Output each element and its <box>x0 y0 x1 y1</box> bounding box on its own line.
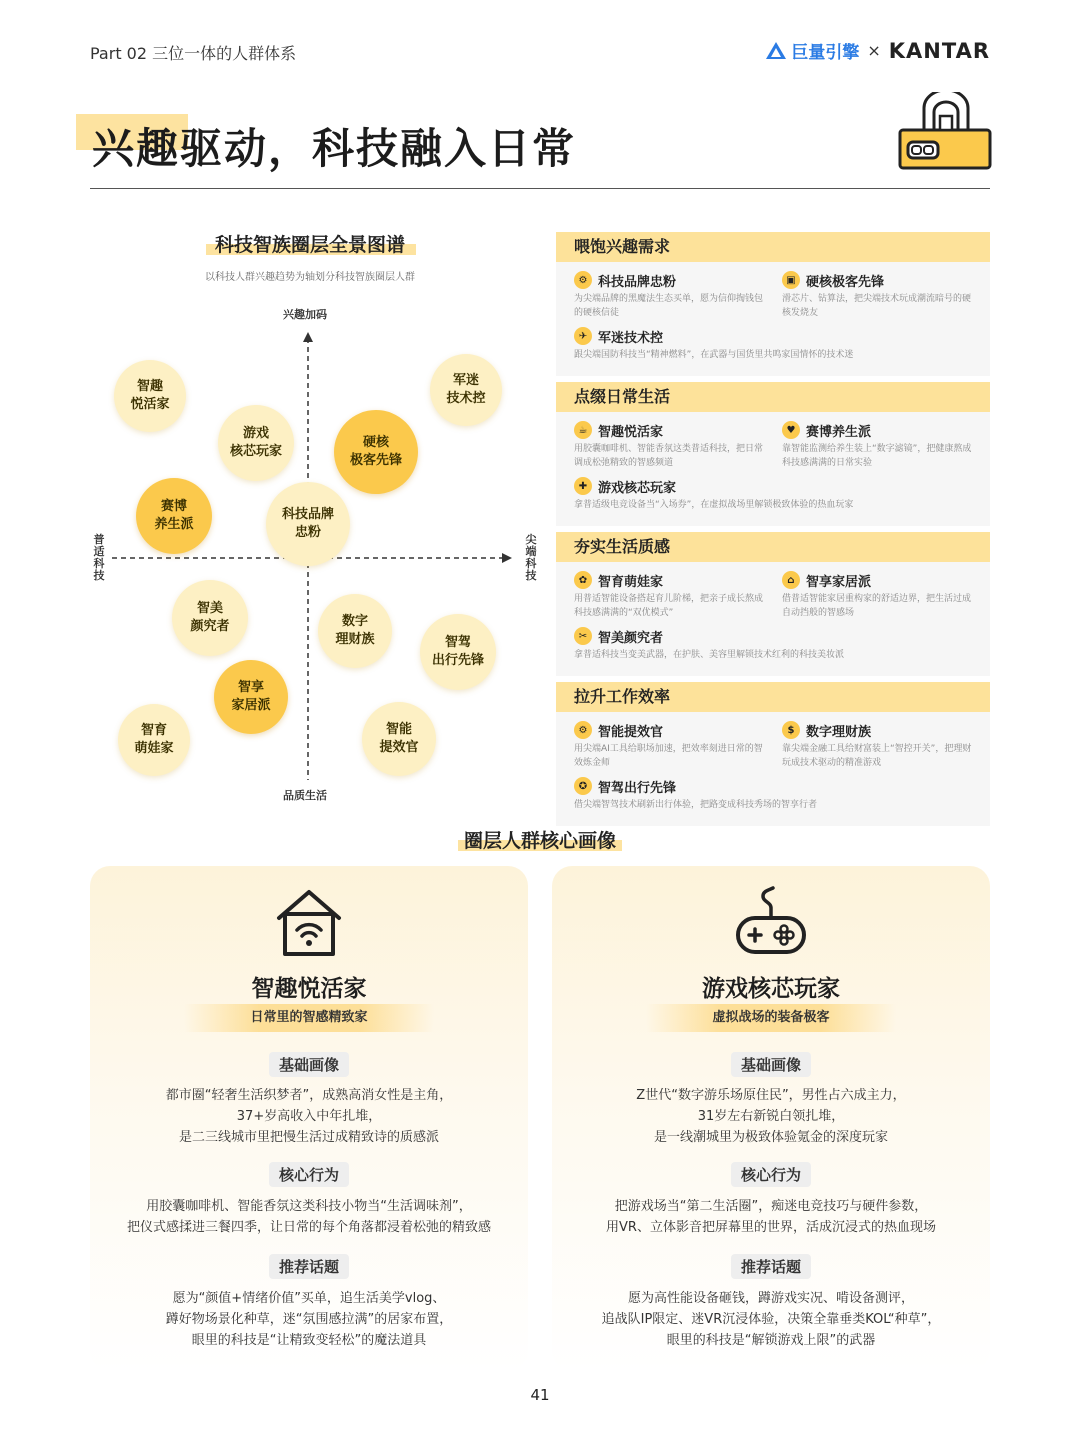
bubble-line: 智美 <box>196 601 223 616</box>
axis-left-char: 技 <box>93 569 105 582</box>
persona-card-youxi <box>552 866 990 1371</box>
recommended-topics-text <box>90 1288 528 1351</box>
axis-bottom-label: 品质生活 <box>283 789 327 802</box>
text-line: 把仪式感揉进三餐四季，让日常的每个角落都浸着松弛的精致感 <box>126 1220 491 1235</box>
beauty-icon: ✂ <box>574 627 592 645</box>
text-line: 37+岁高收入中年扎堆， <box>236 1109 382 1124</box>
panel-item-wide <box>574 626 976 662</box>
panel-item-title <box>574 720 768 740</box>
bubble-zhiyu <box>118 704 190 776</box>
page-number: 41 <box>530 1386 550 1404</box>
bubble-text <box>230 425 282 461</box>
juliang-mark-icon <box>765 41 787 61</box>
bubble-zhineng <box>362 702 436 776</box>
panel-item-desc: 滑芯片、钻算法，把尖端技术玩成潮流暗号的硬核发烧友 <box>782 294 972 318</box>
core-behavior-text <box>90 1196 528 1238</box>
tech-device-icon <box>896 92 992 172</box>
chip-icon: ▣ <box>782 271 800 289</box>
panel-item-desc: 用尖端AI工具给职场加速，把效率刻进日常的智效炼金师 <box>574 744 763 768</box>
bubble-line: 军迷 <box>452 373 479 388</box>
panel-item-name: 数字理财族 <box>806 724 872 740</box>
panel-item <box>574 570 768 620</box>
panel-item-name: 智美颜究者 <box>598 630 664 646</box>
text-line: 用VR、立体影音把屏幕里的世界，活成沉浸式的热血现场 <box>606 1220 936 1235</box>
bubble-zhimei <box>172 580 248 656</box>
text-line: 用胶囊咖啡机、智能香氛这类科技小物当“生活调味剂”， <box>146 1199 472 1214</box>
bubble-line: 智能 <box>385 722 412 737</box>
bubble-line: 核芯玩家 <box>229 444 282 459</box>
panel-item-name: 智育萌娃家 <box>598 574 664 590</box>
persona-name: 智趣悦活家 <box>251 976 367 1002</box>
bubble-line: 游戏 <box>242 426 269 441</box>
panel-item-desc: 用胶囊咖啡机、智能香氛这类普适科技，把日常调成松弛精致的智感频道 <box>574 444 764 468</box>
panel-item-name: 智享家居派 <box>806 574 872 590</box>
panel-body <box>556 712 990 826</box>
bubble-pinpai <box>266 482 350 566</box>
map-subtitle: 以科技人群兴趣趋势为轴划分科技智族圈层人群 <box>205 272 415 283</box>
axis-right-label <box>524 534 538 582</box>
gamepad-icon: ✚ <box>574 477 592 495</box>
bubble-line: 忠粉 <box>294 525 321 540</box>
bubble-line: 赛博 <box>160 499 187 514</box>
bubble-line: 数字 <box>341 614 368 629</box>
finance-icon: $ <box>782 721 800 739</box>
bubble-text <box>282 506 334 542</box>
panel-item-name: 军迷技术控 <box>598 330 664 346</box>
core-behavior-label: 核心行为 <box>731 1162 811 1187</box>
bubble-text <box>335 613 374 649</box>
persona-card-zhiqu <box>90 866 528 1371</box>
axis-right-char: 科 <box>525 557 537 570</box>
page-title: 兴趣驱动，科技融入日常 <box>92 124 577 173</box>
bubble-line: 理财族 <box>335 632 375 647</box>
bubble-line: 悦活家 <box>130 397 170 412</box>
panel-item-desc: 用普适智能设备搭起育儿阶梯，把亲子成长熬成科技感满满的“双优模式” <box>574 594 764 618</box>
panel-item-title <box>574 570 768 590</box>
panel-item-desc: 靠智能监测给养生装上“数字滤镜”，把健康熬成科技感满满的日常实验 <box>782 444 972 468</box>
bubble-line: 智趣 <box>136 379 163 394</box>
text-line: 是一线潮城里为极致体验氪金的深度玩家 <box>653 1130 888 1145</box>
persona-tagline: 虚拟战场的装备极客 <box>646 1004 896 1032</box>
bubble-line: 技术控 <box>446 391 486 406</box>
bubble-text <box>154 498 193 534</box>
panel-item <box>574 720 768 770</box>
vertical-axis-arrow <box>303 332 313 342</box>
panel-header: 点缀日常生活 <box>556 382 990 412</box>
bubble-line: 智享 <box>237 680 264 695</box>
bubble-text <box>379 721 418 757</box>
text-line: Z世代“数字游乐场原住民”，男性占六成主力， <box>636 1088 906 1103</box>
panel-item-title <box>574 270 768 290</box>
health-icon: ♥ <box>782 421 800 439</box>
panel-item-title <box>574 420 768 440</box>
panel-item-desc: 拿普适科技当变美武器，在护肤、美容里解锁技术红利的科技美妆派 <box>574 650 845 660</box>
panel-item-desc: 靠尖端金融工具给财富装上“智控开关”，把理财玩成技术驱动的精准游戏 <box>782 744 972 768</box>
panel-item <box>782 420 976 470</box>
horizontal-axis-arrow <box>502 553 512 563</box>
panel-item-wide <box>574 776 976 812</box>
bubble-line: 颜究者 <box>190 619 230 634</box>
brand-fan-icon: ⚙ <box>574 271 592 289</box>
bubble-text <box>446 372 485 408</box>
text-line: 蹲好物场景化种草，迷“氛围感拉满”的居家布置， <box>165 1312 453 1327</box>
panel-item-name: 智驾出行先锋 <box>598 780 677 796</box>
panel-item-title <box>782 270 976 290</box>
baby-icon: ✿ <box>574 571 592 589</box>
bubble-line: 萌娃家 <box>134 741 174 756</box>
persona-tagline: 日常里的智感精致家 <box>184 1004 434 1032</box>
bubble-youxi <box>218 405 294 481</box>
map-title: 科技智族圈层全景图谱 <box>214 234 405 256</box>
panel-item-name: 游戏核芯玩家 <box>598 480 677 496</box>
smart-home-icon <box>271 884 347 960</box>
axis-top-label: 兴趣加码 <box>283 308 327 321</box>
category-panels <box>556 232 990 832</box>
panel-item-desc: 为尖端品牌的黑魔法生态买单，愿为信仰掏钱包的硬核信徒 <box>574 294 764 318</box>
recommended-topics-text <box>552 1288 990 1351</box>
text-line: 眼里的科技是“让精致变轻松”的魔法道具 <box>191 1333 427 1348</box>
panel-item-name: 智能提效官 <box>598 724 664 740</box>
bubble-text <box>350 434 402 470</box>
persona-name: 游戏核芯玩家 <box>702 976 840 1002</box>
panel-item-row <box>574 270 976 326</box>
panel-header: 夯实生活质感 <box>556 532 990 562</box>
basic-profile-label: 基础画像 <box>731 1052 811 1077</box>
text-line: 眼里的科技是“解锁游戏上限”的武器 <box>666 1333 876 1348</box>
panel-item-wide <box>574 476 976 512</box>
bubble-shuzi <box>318 594 392 668</box>
text-line: 31岁左右新锐白领扎堆， <box>697 1109 845 1124</box>
panel-item-name: 智趣悦活家 <box>598 424 664 440</box>
title-divider <box>90 188 990 189</box>
kantar-logo: KANTAR <box>888 38 990 63</box>
bubble-zhixiang <box>214 660 288 734</box>
panel-item-title <box>574 476 976 496</box>
coffee-icon: ☕ <box>574 421 592 439</box>
panel-item-name: 科技品牌忠粉 <box>598 274 677 290</box>
military-icon: ✈ <box>574 327 592 345</box>
smart-home-icon: ⌂ <box>782 571 800 589</box>
panel-item <box>782 270 976 320</box>
panel-body <box>556 562 990 676</box>
bubble-zhiqu <box>114 360 186 432</box>
text-line: 愿为“颜值+情绪价值”买单，追生活美学vlog、 <box>172 1291 446 1306</box>
core-behavior-label: 核心行为 <box>269 1162 349 1187</box>
panel-item-name: 赛博养生派 <box>806 424 872 440</box>
ai-gear-icon: ⚙ <box>574 721 592 739</box>
text-line: 把游戏场当“第二生活圈”，痴迷电竞技巧与硬件参数， <box>614 1199 928 1214</box>
panel-item <box>574 270 768 320</box>
panel-item-desc: 借尖端智驾技术刷新出行体验，把路变成科技秀场的智享行者 <box>574 800 818 810</box>
bubble-text <box>231 679 270 715</box>
axis-right-char: 尖 <box>525 533 537 546</box>
bubble-line: 科技品牌 <box>281 507 334 522</box>
panel-item-desc: 拿普适级电竞设备当“入场券”，在虚拟战场里解锁极致体验的热血玩家 <box>574 500 854 510</box>
bubble-text <box>130 378 169 414</box>
driving-icon: ✪ <box>574 777 592 795</box>
panel-body <box>556 412 990 526</box>
bubble-zhijia <box>420 614 496 690</box>
axis-left-char: 科 <box>93 557 105 570</box>
panel-item-title <box>782 570 976 590</box>
axis-left-char: 适 <box>93 545 105 558</box>
panel-item-title <box>574 326 976 346</box>
logo-separator: × <box>867 41 881 60</box>
bubble-text <box>190 600 229 636</box>
juliang-logo <box>765 38 859 63</box>
panel-item-title <box>782 720 976 740</box>
core-behavior-text <box>552 1196 990 1238</box>
panel-item-row <box>574 720 976 776</box>
axis-right-char: 端 <box>525 545 537 558</box>
part-label: Part 02 三位一体的人群体系 <box>90 44 297 63</box>
bubble-line: 智育 <box>140 723 167 738</box>
panel-item-desc: 跟尖端国防科技当“精神燃料”，在武器与国货里共鸣家国情怀的技术迷 <box>574 350 854 360</box>
juliang-logo-text: 巨量引擎 <box>791 43 860 63</box>
panel-item <box>782 570 976 620</box>
panel-item <box>782 720 976 770</box>
recommended-topics-label: 推荐话题 <box>731 1254 811 1279</box>
basic-profile-text <box>90 1085 528 1148</box>
panel-header: 喂饱兴趣需求 <box>556 232 990 262</box>
panel-item-name: 硬核极客先锋 <box>806 274 885 290</box>
bubble-text <box>432 634 484 670</box>
axis-right-char: 技 <box>525 569 537 582</box>
bubble-yinghe <box>334 410 418 494</box>
persona-section-title: 圈层人群核心画像 <box>463 830 616 852</box>
text-line: 愿为高性能设备砸钱，蹲游戏实况、啃设备测评， <box>627 1291 914 1306</box>
text-line: 是二三线城市里把慢生活过成精致诗的质感派 <box>178 1130 439 1145</box>
panel-item-row <box>574 570 976 626</box>
panel-item <box>574 420 768 470</box>
bubble-text <box>134 722 173 758</box>
bubble-line: 出行先锋 <box>431 653 484 668</box>
bubble-line: 养生派 <box>154 517 194 532</box>
logo-group <box>765 38 990 63</box>
panel-item-title <box>782 420 976 440</box>
bubble-line: 硬核 <box>362 435 389 450</box>
panel-item-row <box>574 420 976 476</box>
basic-profile-label: 基础画像 <box>269 1052 349 1077</box>
basic-profile-text <box>552 1085 990 1148</box>
panel-item-desc: 借普适智能家居重构家的舒适边界，把生活过成自动挡般的智感场 <box>782 594 972 618</box>
bubble-line: 提效官 <box>379 740 419 755</box>
panel-item-wide <box>574 326 976 362</box>
axis-left-char: 普 <box>93 533 105 546</box>
panel-header: 拉升工作效率 <box>556 682 990 712</box>
text-line: 都市圈“轻奢生活织梦者”，成熟高消女性是主角， <box>165 1088 453 1103</box>
recommended-topics-label: 推荐话题 <box>269 1254 349 1279</box>
bubble-junmi <box>430 354 502 426</box>
text-line: 追战队IP限定、迷VR沉浸体验，决策全靠垂类KOL“种草”， <box>601 1312 941 1327</box>
panel-item-title <box>574 626 976 646</box>
bubble-line: 智驾 <box>444 635 471 650</box>
gamepad-icon <box>732 882 810 960</box>
bubble-line: 极客先锋 <box>349 453 402 468</box>
panel-body <box>556 262 990 376</box>
panel-item-title <box>574 776 976 796</box>
bubble-saibo <box>136 478 212 554</box>
bubble-line: 家居派 <box>231 698 271 713</box>
